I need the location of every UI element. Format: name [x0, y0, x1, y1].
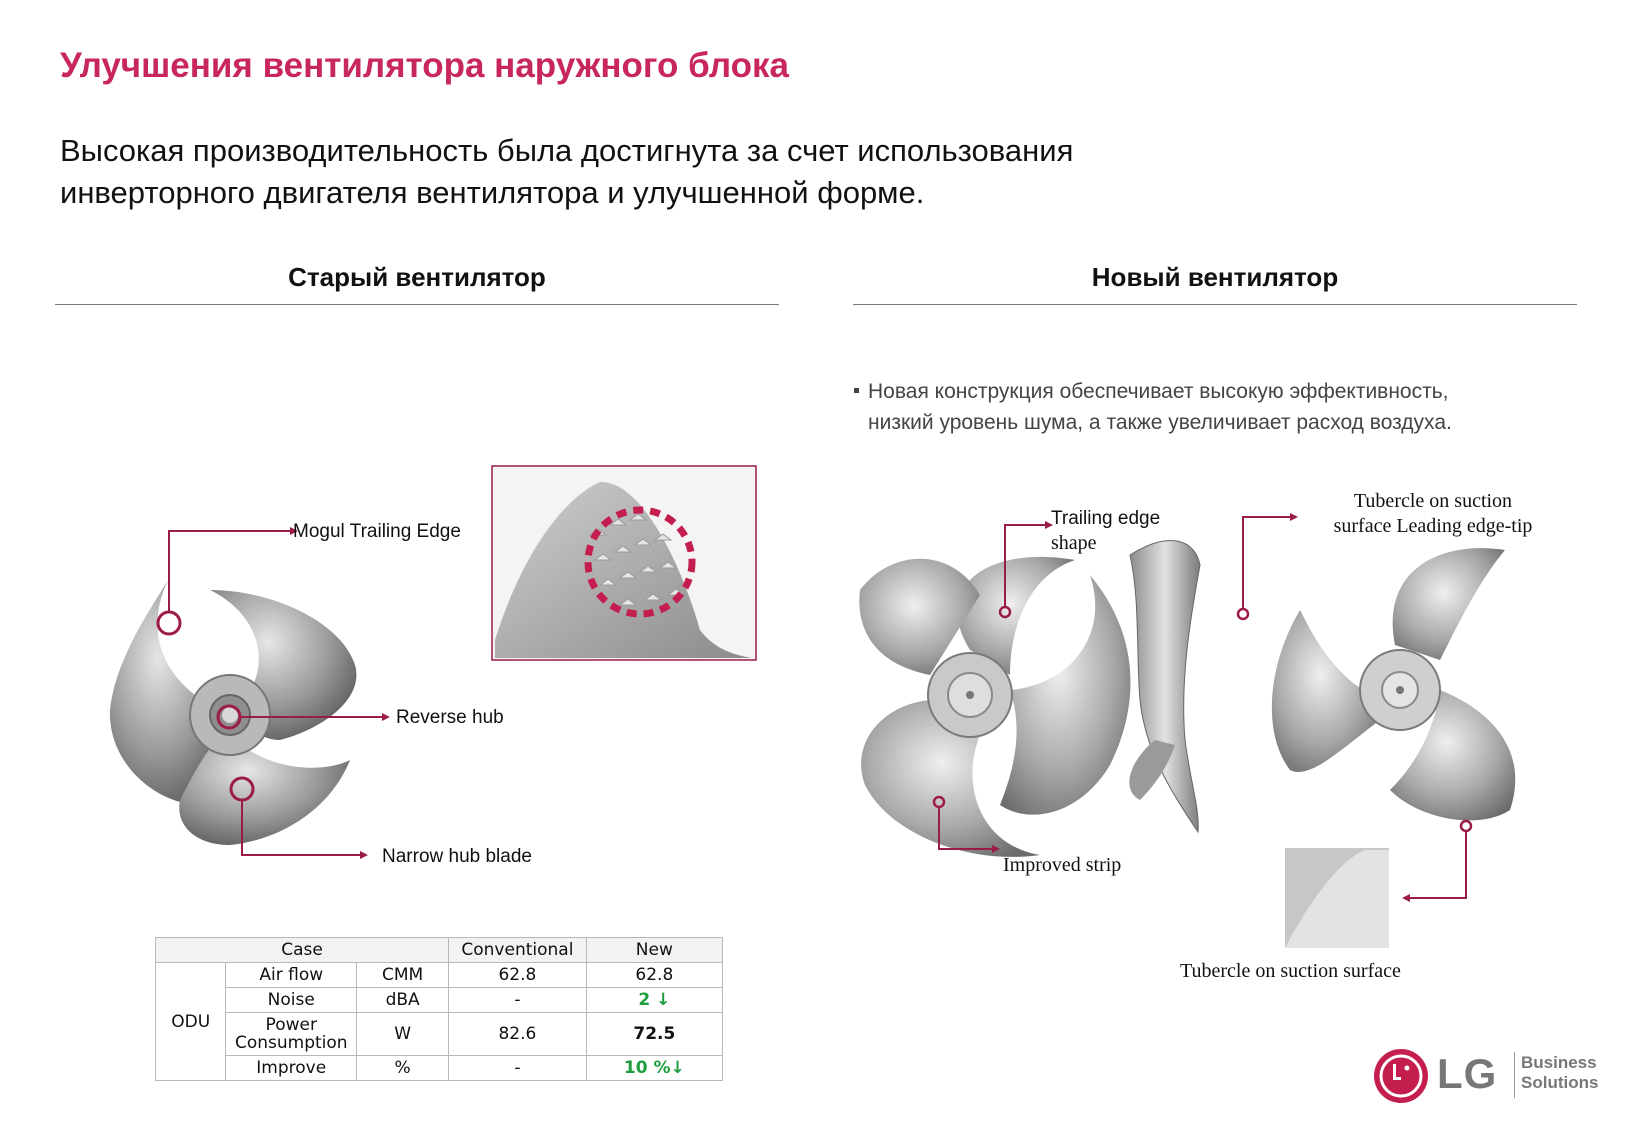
leading-edge-tip-marker	[1238, 609, 1248, 619]
comparison-table	[155, 937, 723, 1081]
reverse-hub-label: Reverse hub	[396, 707, 504, 728]
old-fan-illustration	[0, 440, 790, 890]
new-fan-divider	[853, 304, 1577, 305]
improved-strip-label: Improved strip	[1003, 854, 1122, 876]
table-cell-conventional: -	[449, 1056, 587, 1081]
table-cell-new: 10 %↓	[586, 1056, 722, 1081]
tubercle-suction-surface-label: Tubercle on suction surface	[1180, 960, 1401, 982]
table-header-conventional: Conventional	[449, 938, 587, 963]
table-cell-new: 62.8	[586, 963, 722, 988]
logo-tagline	[1521, 1053, 1598, 1093]
mogul-trailing-edge-label: Mogul Trailing Edge	[293, 521, 461, 542]
tubercle-leading-edge-label	[1303, 489, 1563, 539]
trailing-edge-label	[1051, 506, 1160, 556]
page-title: Улучшения вентилятора наружного блока	[60, 46, 790, 85]
subtitle-line-2: инверторного двигателя вентилятора и улучшенной форме.	[60, 175, 925, 210]
table-cell-conventional: 62.8	[449, 963, 587, 988]
tubercle-leading-edge-line-2: surface Leading edge-tip	[1333, 515, 1533, 537]
logo-tagline-line-1: Business	[1521, 1053, 1597, 1072]
lg-business-solutions-logo	[1371, 1046, 1601, 1106]
table-row	[156, 1056, 723, 1081]
new-fan-front	[859, 557, 1130, 857]
table-header-case: Case	[156, 938, 449, 963]
table-cell-conventional: -	[449, 988, 587, 1013]
suction-surface-marker	[1461, 821, 1471, 831]
table-cell-unit: dBA	[357, 988, 449, 1013]
narrow-hub-blade-label: Narrow hub blade	[382, 846, 532, 867]
old-fan-divider	[55, 304, 779, 305]
table-cell-unit: %	[357, 1056, 449, 1081]
table-header-new: New	[586, 938, 722, 963]
table-cell-name: Noise	[226, 988, 357, 1013]
description-line-1: Новая конструкция обеспечивает высокую эффективность,	[868, 380, 1449, 403]
old-fan-heading: Старый вентилятор	[288, 262, 546, 292]
table-cell-name: Power Consumption	[226, 1013, 357, 1056]
lg-wordmark: LG	[1437, 1050, 1498, 1097]
table-header-row	[156, 938, 723, 963]
new-fan-heading: Новый вентилятор	[1091, 262, 1339, 292]
table-cell-name: Air flow	[226, 963, 357, 988]
logo-tagline-line-2: Solutions	[1521, 1073, 1599, 1092]
table-cell-unit: W	[357, 1013, 449, 1056]
table-cell-new: 2 ↓	[586, 988, 722, 1013]
table-row	[156, 963, 723, 988]
table-row	[156, 988, 723, 1013]
new-fan-back	[1272, 548, 1515, 820]
mogul-edge-marker	[158, 612, 180, 634]
page-subtitle	[60, 130, 1073, 214]
table-cell-new: 72.5	[586, 1013, 722, 1056]
new-fan-illustration	[840, 480, 1620, 960]
table-cell-conventional: 82.6	[449, 1013, 587, 1056]
trailing-edge-label-line-1: Trailing edge	[1051, 508, 1161, 529]
new-fan-side	[1129, 541, 1200, 832]
table-group-odu: ODU	[156, 963, 226, 1081]
table-row	[156, 1013, 723, 1056]
lg-face-icon	[1371, 1046, 1431, 1106]
new-fan-description	[868, 376, 1452, 438]
bullet-marker	[854, 388, 859, 393]
table-cell-name: Improve	[226, 1056, 357, 1081]
description-line-2: низкий уровень шума, а также увеличивает расход воздуха.	[868, 411, 1452, 434]
table-cell-unit: CMM	[357, 963, 449, 988]
trailing-edge-label-line-2: shape	[1051, 532, 1097, 554]
logo-divider	[1514, 1052, 1515, 1098]
subtitle-line-1: Высокая производительность была достигнута за счет использования	[60, 133, 1074, 168]
tubercle-leading-edge-line-1: Tubercle on suction	[1353, 490, 1513, 512]
